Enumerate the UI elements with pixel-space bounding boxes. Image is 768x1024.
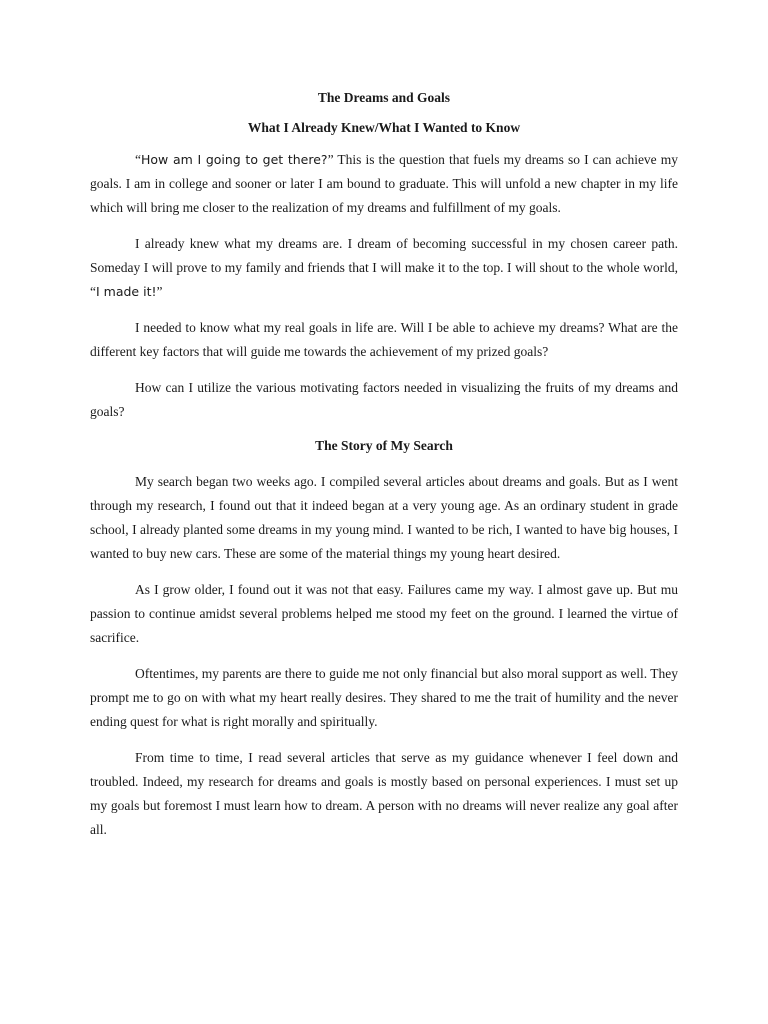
quote-close: ”	[156, 284, 163, 299]
paragraph-needed-to-know: I needed to know what my real goals in life are. Will I be able to achieve my dreams? What are the different key factors that will guide me towards the achievement of my prized goals?	[90, 320, 678, 359]
paragraph-already-knew-text: I already knew what my dreams are. I dream of becoming successful in my chosen career path. Someday I will prove to my family and friends that I will make it to the top. I will shout to the whole world, “	[90, 236, 678, 299]
document-title: The Dreams and Goals	[317, 90, 451, 105]
paragraph-motivating-factors: How can I utilize the various motivating factors needed in visualizing the fruits of my dreams and goals?	[90, 380, 678, 419]
quote-open: “	[135, 152, 141, 167]
document-page	[90, 88, 678, 854]
paragraph-intro-rest: ” This is the question that fuels my dreams so I can achieve my goals. I am in college and sooner or later I am bound to graduate. This will unfold a new chapter in my life which will bring me closer to the realization of my dreams and fulfillment of my goals.	[90, 152, 679, 215]
section-heading-story: The Story of My Search	[315, 438, 453, 453]
paragraph-already-knew	[90, 232, 678, 304]
paragraph-intro	[90, 148, 678, 220]
paragraph-grow-older: As I grow older, I found out it was not that easy. Failures came my way. I almost gave up. But mu passion to continue amidst several problems helped me stood my feet on the ground. I learned the virtue of sacrifice.	[90, 582, 678, 645]
paragraph-time-to-time: From time to time, I read several articles that serve as my guidance whenever I feel down and troubled. Indeed, my research for dreams and goals is mostly based on personal experiences. I must set up my goals but foremost I must learn how to dream. A person with no dreams will never realize any goal after all.	[90, 750, 678, 837]
paragraph-search-began: My search began two weeks ago. I compiled several articles about dreams and goals. But as I went through my research, I found out that it indeed began at a very young age. As an ordinary student in grade school, I already planted some dreams in my young mind. I wanted to be rich, I wanted to have big houses, I wanted to buy new cars. These are some of the material things my young heart desired.	[90, 474, 678, 561]
quote-text: How am I going to get there?	[141, 152, 328, 167]
section-heading-knew-wanted: What I Already Knew/What I Wanted to Know	[247, 120, 521, 135]
paragraph-parents: Oftentimes, my parents are there to guide me not only financial but also moral support as well. They prompt me to go on with what my heart really desires. They shared to me the trait of humility and the never ending quest for what is right morally and spiritually.	[90, 666, 678, 729]
quote-made-it: I made it!	[96, 284, 157, 299]
